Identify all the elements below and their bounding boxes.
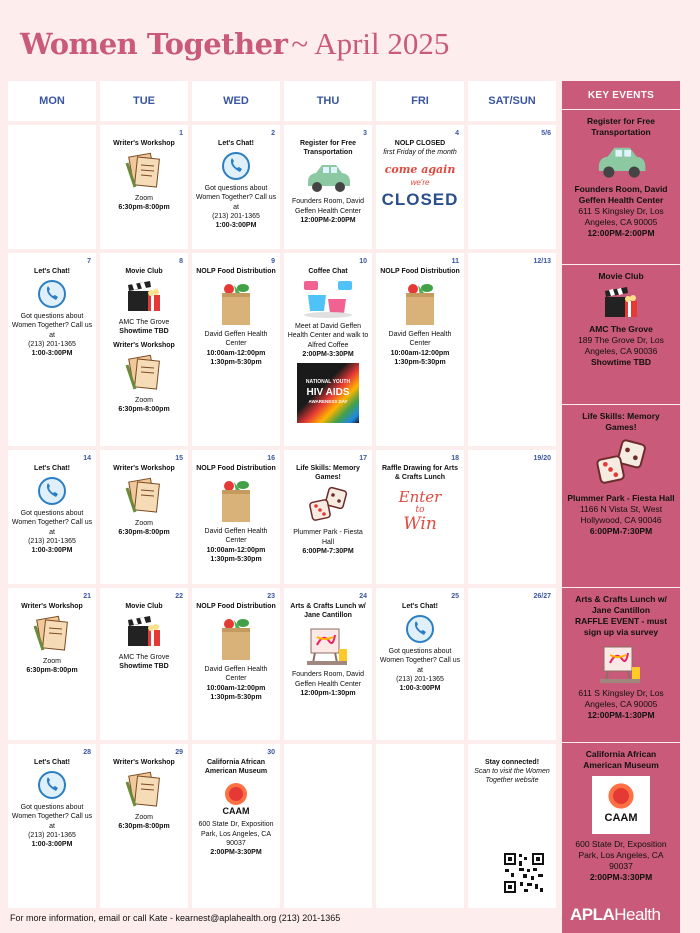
day-cell-apr-18 (376, 450, 464, 584)
event-phone: (213) 201-1365 (396, 675, 444, 683)
key-events-sidebar (562, 81, 680, 933)
key-event-arts-crafts (562, 587, 680, 742)
event-time: Showtime TBD (119, 663, 169, 671)
stay-connected-subtitle: Scan to visit the Women Together website (474, 768, 550, 785)
qr-code-icon[interactable] (503, 852, 545, 894)
key-event-location: Founders Room, David Geffen Health Center (574, 184, 668, 206)
day-number: 9 (271, 258, 275, 265)
page-subtitle: ~ April 2025 (291, 26, 450, 61)
day-number: 22 (175, 593, 183, 600)
event-time: 6:30pm-8:00pm (26, 667, 78, 675)
day-cell-apr-21 (8, 588, 96, 740)
key-event-movie-club (562, 264, 680, 404)
event-location: 600 State Dr, Exposition Park, Los Angeles, CA 90037 (198, 821, 274, 847)
event-description: Meet at David Geffen Health Center and walk to Alfred Coffee (287, 323, 369, 349)
day-cell-apr-7 (8, 253, 96, 446)
dice-icon (305, 485, 351, 525)
papers-pen-icon (29, 614, 75, 654)
event-time: 1:00-3:00PM (31, 841, 73, 849)
event-time: 2:00PM-3:30PM (210, 849, 262, 857)
day-number: 25 (451, 593, 459, 600)
day-number: 5/6 (541, 130, 551, 137)
event-location: Zoom (135, 520, 153, 528)
event-time: 2:00PM-3:30PM (302, 350, 354, 358)
enter-to-win-graphic (379, 490, 461, 533)
day-cell-apr-30 (192, 744, 280, 908)
event-description: Got questions about Women Together? Call us at (11, 313, 93, 339)
key-event-transportation (562, 109, 680, 264)
event-time: Showtime TBD (119, 328, 169, 336)
movie-clapper-icon (124, 614, 164, 650)
event-title: Coffee Chat (308, 268, 348, 275)
day-number: 2 (271, 130, 275, 137)
day-cell-apr-8 (100, 253, 188, 446)
phone-icon (221, 151, 251, 181)
key-event-raffle-note: RAFFLE EVENT - must sign up via survey (574, 616, 668, 638)
event-time: 6:30pm-8:00pm (118, 823, 170, 831)
papers-pen-icon (121, 151, 167, 191)
day-number: 29 (175, 749, 183, 756)
key-event-address: 611 S Kingsley Dr, Los Angeles, CA 90005 (578, 206, 664, 228)
closed-graphic-line2: we're (410, 177, 430, 187)
key-event-title: California African American Museum (583, 749, 659, 771)
event-title: Let's Chat! (34, 465, 70, 472)
day-number: 21 (83, 593, 91, 600)
movie-clapper-icon (601, 285, 641, 321)
event-location: AMC The Grove (118, 654, 170, 662)
day-cell-apr-14 (8, 450, 96, 584)
car-icon (590, 141, 652, 181)
day-cell-apr-10 (284, 253, 372, 446)
event-location: Founders Room, David Geffen Health Center (292, 671, 364, 688)
key-event-time: 12:00PM-2:00PM (587, 228, 655, 239)
day-number: 3 (363, 130, 367, 137)
event-title: Let's Chat! (34, 759, 70, 766)
event-location: Zoom (135, 814, 153, 822)
day-number: 26/27 (533, 593, 551, 600)
event-title: Writer's Workshop (113, 759, 175, 766)
caam-logo-text: CAAM (222, 806, 250, 817)
easel-paint-icon (596, 641, 646, 685)
event-description: Got questions about Women Together? Call us at (195, 185, 277, 211)
enter-to-win-line2: to (415, 505, 425, 516)
event-title: Register for Free Transportation (299, 140, 357, 157)
stay-connected-title: Stay connected! (484, 759, 540, 766)
closed-graphic (379, 163, 461, 211)
key-events-title: KEY EVENTS (587, 89, 655, 101)
event-time: 12:00pm-1:30pm (300, 689, 356, 697)
poster-line2: HIV AIDS (306, 386, 350, 398)
event-phone: (213) 201-1365 (212, 212, 260, 220)
awareness-poster (297, 363, 359, 423)
page-header (20, 26, 449, 66)
day-cell-apr-28 (8, 744, 96, 908)
event-location: AMC The Grove (118, 319, 170, 327)
movie-clapper-icon (124, 279, 164, 315)
day-number: 24 (359, 593, 367, 600)
event-location: David Geffen Health Center (388, 331, 452, 348)
day-number: 28 (83, 749, 91, 756)
event-title: Writer's Workshop (113, 140, 175, 147)
day-number: 12/13 (533, 258, 551, 265)
event-title: Movie Club (125, 603, 163, 610)
coffee-cups-icon (298, 279, 358, 319)
closed-graphic-line3: CLOSED (381, 189, 459, 209)
event-time: 1:00-3:00PM (31, 547, 73, 555)
phone-icon (37, 476, 67, 506)
key-event-time: Showtime TBD (591, 357, 651, 368)
day-number: 23 (267, 593, 275, 600)
logo-part-apla: APLA (570, 905, 615, 924)
day-header-wed: WED (192, 81, 280, 121)
key-event-title: Arts & Crafts Lunch w/ Jane Cantillon (575, 594, 667, 616)
day-cell-apr-24 (284, 588, 372, 740)
event-time: 6:30pm-8:00pm (118, 204, 170, 212)
day-cell-apr-19-20 (468, 450, 556, 584)
papers-pen-icon (121, 353, 167, 393)
day-header-mon: MON (8, 81, 96, 121)
enter-to-win-line1: Enter (398, 488, 442, 507)
caam-logo (216, 782, 256, 818)
event-phone: (213) 201-1365 (28, 831, 76, 839)
event-location: David Geffen Health Center (204, 666, 268, 683)
day-cell-apr-23 (192, 588, 280, 740)
day-cell-empty (284, 744, 372, 908)
event-title: Arts & Crafts Lunch w/ Jane Cantillon (290, 603, 366, 620)
event-location: Zoom (43, 658, 61, 666)
event-phone: (213) 201-1365 (28, 537, 76, 545)
event-location: Zoom (135, 195, 153, 203)
day-number: 17 (359, 455, 367, 462)
event-time: 12:00PM-2:00PM (300, 216, 356, 224)
phone-icon (37, 770, 67, 800)
day-header-fri: FRI (376, 81, 464, 121)
day-number: 16 (267, 455, 275, 462)
key-event-title: Movie Club (598, 271, 644, 281)
day-number: 1 (179, 130, 183, 137)
event-time: 10:00am-12:00pm (206, 684, 266, 692)
papers-pen-icon (121, 476, 167, 516)
event-title: Let's Chat! (218, 140, 254, 147)
phone-icon (37, 279, 67, 309)
event-subtitle: first Friday of the month (383, 149, 457, 157)
event-time: 6:30pm-8:00pm (118, 406, 170, 414)
caam-logo-text: CAAM (604, 812, 638, 825)
event-time: 10:00am-12:00pm (206, 546, 266, 554)
event-title: Movie Club (125, 268, 163, 275)
day-cell-apr-12-13 (468, 253, 556, 446)
event-time: 6:30pm-8:00pm (118, 529, 170, 537)
event-title: NOLP Food Distribution (196, 603, 276, 610)
event-phone: (213) 201-1365 (28, 340, 76, 348)
day-cell-apr-2 (192, 125, 280, 249)
stay-connected-cell (468, 744, 556, 908)
event-time-second: 1:30pm-5:30pm (394, 358, 446, 366)
event-location: Founders Room, David Geffen Health Center (292, 198, 364, 215)
event-location: David Geffen Health Center (204, 528, 268, 545)
day-cell-apr-17 (284, 450, 372, 584)
day-number: 11 (451, 258, 459, 265)
event-time: 10:00am-12:00pm (206, 349, 266, 357)
day-number: 4 (455, 130, 459, 137)
key-event-location: AMC The Grove (589, 324, 653, 335)
event-title: Writer's Workshop (113, 465, 175, 472)
event-title: NOLP Food Distribution (196, 465, 276, 472)
event-time-second: 1:30pm-5:30pm (210, 693, 262, 701)
day-cell-apr-4 (376, 125, 464, 249)
poster-line3: AWARENESS DAY (308, 398, 348, 404)
key-event-address: 611 S Kingsley Dr, Los Angeles, CA 90005 (578, 688, 664, 710)
event-time: 6:00PM-7:30PM (302, 547, 354, 555)
event-description: Got questions about Women Together? Call us at (11, 510, 93, 536)
event-title: Let's Chat! (402, 603, 438, 610)
event-description: Got questions about Women Together? Call us at (11, 804, 93, 830)
easel-paint-icon (303, 623, 353, 667)
day-number: 15 (175, 455, 183, 462)
event-title: NOLP Food Distribution (380, 268, 460, 275)
day-number: 14 (83, 455, 91, 462)
logo-part-health: Health (614, 905, 661, 924)
event-title: Life Skills: Memory Games! (296, 465, 360, 482)
grocery-bag-icon (400, 279, 440, 327)
key-event-address: 600 State Dr, Exposition Park, Los Angeles, CA 90037 (575, 839, 667, 872)
key-event-address: 189 The Grove Dr, Los Angeles, CA 90036 (578, 335, 664, 357)
key-event-location: Plummer Park - Fiesta Hall (567, 493, 675, 504)
event-time: 10:00am-12:00pm (390, 349, 450, 357)
event-title: NOLP Food Distribution (196, 268, 276, 275)
day-cell-apr-25 (376, 588, 464, 740)
grocery-bag-icon (216, 614, 256, 662)
event-title: Raffle Drawing for Arts & Crafts Lunch (382, 465, 458, 482)
event-time-second: 1:30pm-5:30pm (210, 358, 262, 366)
day-cell-empty (8, 125, 96, 249)
apla-health-logo (570, 905, 660, 925)
key-event-title: Life Skills: Memory Games! (582, 411, 660, 433)
event-location: Zoom (135, 396, 153, 404)
grocery-bag-icon (216, 279, 256, 327)
day-cell-apr-26-27 (468, 588, 556, 740)
day-cell-apr-3 (284, 125, 372, 249)
event-location: David Geffen Health Center (204, 331, 268, 348)
key-event-title: Register for Free Transportation (586, 116, 656, 138)
day-header-tue: TUE (100, 81, 188, 121)
day-header-satsun: SAT/SUN (468, 81, 556, 121)
closed-graphic-line1: come again (384, 163, 456, 177)
event-description: Got questions about Women Together? Call us at (379, 648, 461, 674)
event-time: 1:00-3:00PM (215, 222, 257, 230)
day-cell-empty (376, 744, 464, 908)
car-icon (300, 160, 356, 194)
day-cell-apr-16 (192, 450, 280, 584)
event-time: 1:00-3:00PM (399, 685, 441, 693)
day-cell-apr-22 (100, 588, 188, 740)
key-event-time: 2:00PM-3:30PM (589, 872, 653, 883)
event-title: California African American Museum (204, 759, 268, 776)
day-number: 10 (359, 258, 367, 265)
event-time: 1:00-3:00PM (31, 350, 73, 358)
caam-logo (592, 776, 650, 834)
key-event-time: 12:00PM-1:30PM (587, 710, 655, 721)
footer-contact: For more information, email or call Kate - kearnest@aplahealth.org (213) 201-1365 (10, 913, 341, 923)
event-title-second: Writer's Workshop (113, 341, 175, 349)
event-time-second: 1:30pm-5:30pm (210, 555, 262, 563)
dice-icon (591, 436, 651, 490)
enter-to-win-line3: Win (403, 513, 437, 534)
day-number: 18 (451, 455, 459, 462)
day-number: 8 (179, 258, 183, 265)
event-title: NOLP CLOSED (394, 140, 446, 147)
day-cell-apr-15 (100, 450, 188, 584)
day-cell-apr-29 (100, 744, 188, 908)
phone-icon (405, 614, 435, 644)
grocery-bag-icon (216, 476, 256, 524)
caam-sun-icon (222, 782, 250, 806)
key-event-time: 6:00PM-7:30PM (589, 526, 653, 537)
event-location: Plummer Park - Fiesta Hall (293, 529, 363, 546)
day-cell-apr-11 (376, 253, 464, 446)
calendar-grid (8, 81, 558, 908)
poster-line1: NATIONAL YOUTH (305, 379, 351, 386)
day-number: 7 (87, 258, 91, 265)
caam-sun-icon (605, 781, 637, 811)
day-cell-apr-1 (100, 125, 188, 249)
day-header-thu: THU (284, 81, 372, 121)
day-number: 30 (267, 749, 275, 756)
key-event-address: 1166 N Vista St, West Hollywood, CA 90046 (579, 504, 663, 526)
page-title: Women Together (20, 27, 288, 61)
event-title: Let's Chat! (34, 268, 70, 275)
day-cell-apr-5-6 (468, 125, 556, 249)
day-number: 19/20 (533, 455, 551, 462)
day-cell-apr-9 (192, 253, 280, 446)
event-title: Writer's Workshop (21, 603, 83, 610)
key-event-caam (562, 742, 680, 902)
papers-pen-icon (121, 770, 167, 810)
key-event-memory-games (562, 404, 680, 587)
